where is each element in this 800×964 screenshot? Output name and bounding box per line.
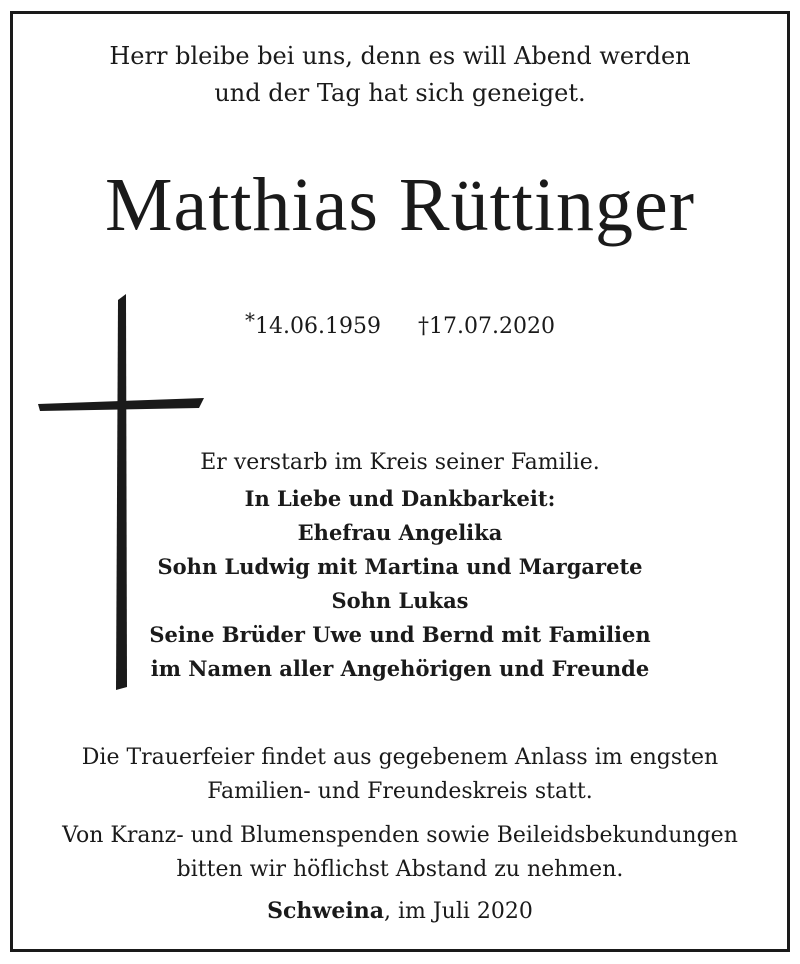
death-date: 17.07.2020	[429, 314, 555, 339]
signature-date: , im Juli 2020	[383, 899, 533, 924]
death-cross-icon: †	[418, 314, 429, 339]
mourners-heading: In Liebe und Dankbarkeit:	[244, 486, 556, 511]
birth-date: 14.06.1959	[255, 314, 381, 339]
mourner-line: Sohn Lukas	[331, 588, 469, 613]
notice-line: Von Kranz- und Blumenspenden sowie Beileidsbekundungen	[62, 823, 738, 848]
mourner-line: Sohn Ludwig mit Martina und Margarete	[157, 554, 643, 579]
verse	[0, 38, 800, 112]
signature-place: Schweina	[267, 898, 384, 924]
verse-line-1: Herr bleibe bei uns, denn es will Abend werden	[109, 42, 691, 70]
funeral-notice	[0, 741, 800, 809]
verse-line-2: und der Tag hat sich geneiget.	[214, 79, 586, 107]
life-dates	[0, 308, 800, 339]
mourner-line: Seine Brüder Uwe und Bernd mit Familien	[149, 622, 651, 647]
birth-star-icon: *	[245, 308, 256, 332]
intro-text: Er verstarb im Kreis seiner Familie.	[200, 450, 600, 475]
deceased-name: Matthias Rüttinger	[104, 163, 696, 247]
donation-notice	[0, 819, 800, 887]
mourner-line: Ehefrau Angelika	[297, 520, 503, 545]
signature	[0, 894, 800, 929]
notice-line: bitten wir höflichst Abstand zu nehmen.	[176, 857, 624, 882]
notice-line: Familien- und Freundeskreis statt.	[207, 779, 593, 804]
mourners-list	[0, 482, 800, 686]
mourner-line: im Namen aller Angehörigen und Freunde	[150, 656, 650, 681]
notice-line: Die Trauerfeier findet aus gegebenem Anlass im engsten	[81, 745, 719, 770]
